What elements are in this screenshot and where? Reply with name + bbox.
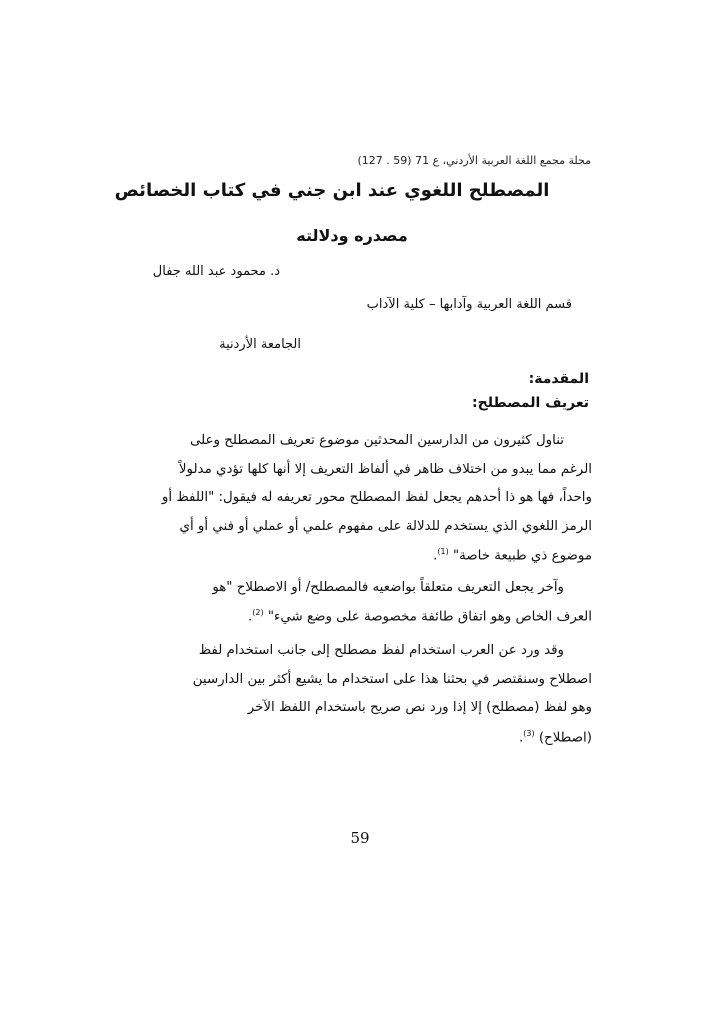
heading-definition: تعريف المصطلح: xyxy=(472,395,589,411)
footnote-ref-3[interactable]: (3) xyxy=(523,729,535,738)
paragraph-2-line-2-text: العرف الخاص وهو اتفاق طائفة مخصوصة على وضع شيء" xyxy=(267,609,592,625)
author-department: قسم اللغة العربية وآدابها – كلية الآداب xyxy=(366,297,572,312)
paragraph-1-line-5-text: موضوع ذي طبيعة خاصة" xyxy=(452,548,592,564)
paragraph-1-line-5: موضوع ذي طبيعة خاصة" $^{(1)}$. xyxy=(433,547,592,564)
paragraph-1-line-2: الرغم مما يبدو من اختلاف ظاهر في ألفاظ التعريف إلا أنها كلها تؤدي مدلولاً xyxy=(178,462,592,477)
page-number: 59 xyxy=(350,829,370,847)
footnote-ref-2[interactable]: (2) xyxy=(252,608,264,617)
author-university: الجامعة الأردنية xyxy=(219,337,301,352)
paragraph-3-line-4-text: (اصطلاح) xyxy=(538,730,592,746)
paragraph-3-line-4: (اصطلاح) $^{(3)}$. xyxy=(518,729,592,746)
heading-introduction: المقدمة: xyxy=(528,371,589,387)
article-subtitle: مصدره ودلالته xyxy=(296,226,408,245)
paragraph-3-line-1: وقد ورد عن العرب استخدام لفظ مصطلح إلى جانب استخدام لفظ xyxy=(198,643,564,658)
paragraph-2-line-2: العرف الخاص وهو اتفاق طائفة مخصوصة على وضع شيء" $^{(2)}$. xyxy=(247,608,592,625)
paragraph-1-line-3: واحداً، فها هو ذا أحدهم يجعل لفظ المصطلح محور تعريفه له فيقول: "اللفظ أو xyxy=(161,490,592,505)
paragraph-3-line-2: اصطلاح وسنقتصر في بحثنا هذا على استخدام ما يشيع أكثر بين الدارسين xyxy=(192,672,592,687)
paragraph-1-line-4: الرمز اللغوي الذي يستخدم للدلالة على مفهوم علمي أو عملي أو فني أو أي xyxy=(179,519,592,534)
footnote-ref-1[interactable]: (1) xyxy=(437,547,449,556)
author-name: د. محمود عبد الله جفال xyxy=(152,264,280,279)
paragraph-1-line-1: تناول كثيرون من الدارسين المحدثين موضوع تعريف المصطلح وعلى xyxy=(189,433,564,448)
paragraph-2-line-1: وآخر يجعل التعريف متعلقاً بواضعيه فالمصطلح/ أو الاصطلاح "هو xyxy=(212,580,564,595)
article-title: المصطلح اللغوي عند ابن جني في كتاب الخصائص xyxy=(114,180,550,201)
paragraph-3-line-3: وهو لفظ (مصطلح) إلا إذا ورد نص صريح باستخدام اللفظ الآخر xyxy=(247,700,592,715)
journal-header: مجلة مجمع اللغة العربية الأردني، ع 71 (59 . 127) xyxy=(357,154,591,167)
